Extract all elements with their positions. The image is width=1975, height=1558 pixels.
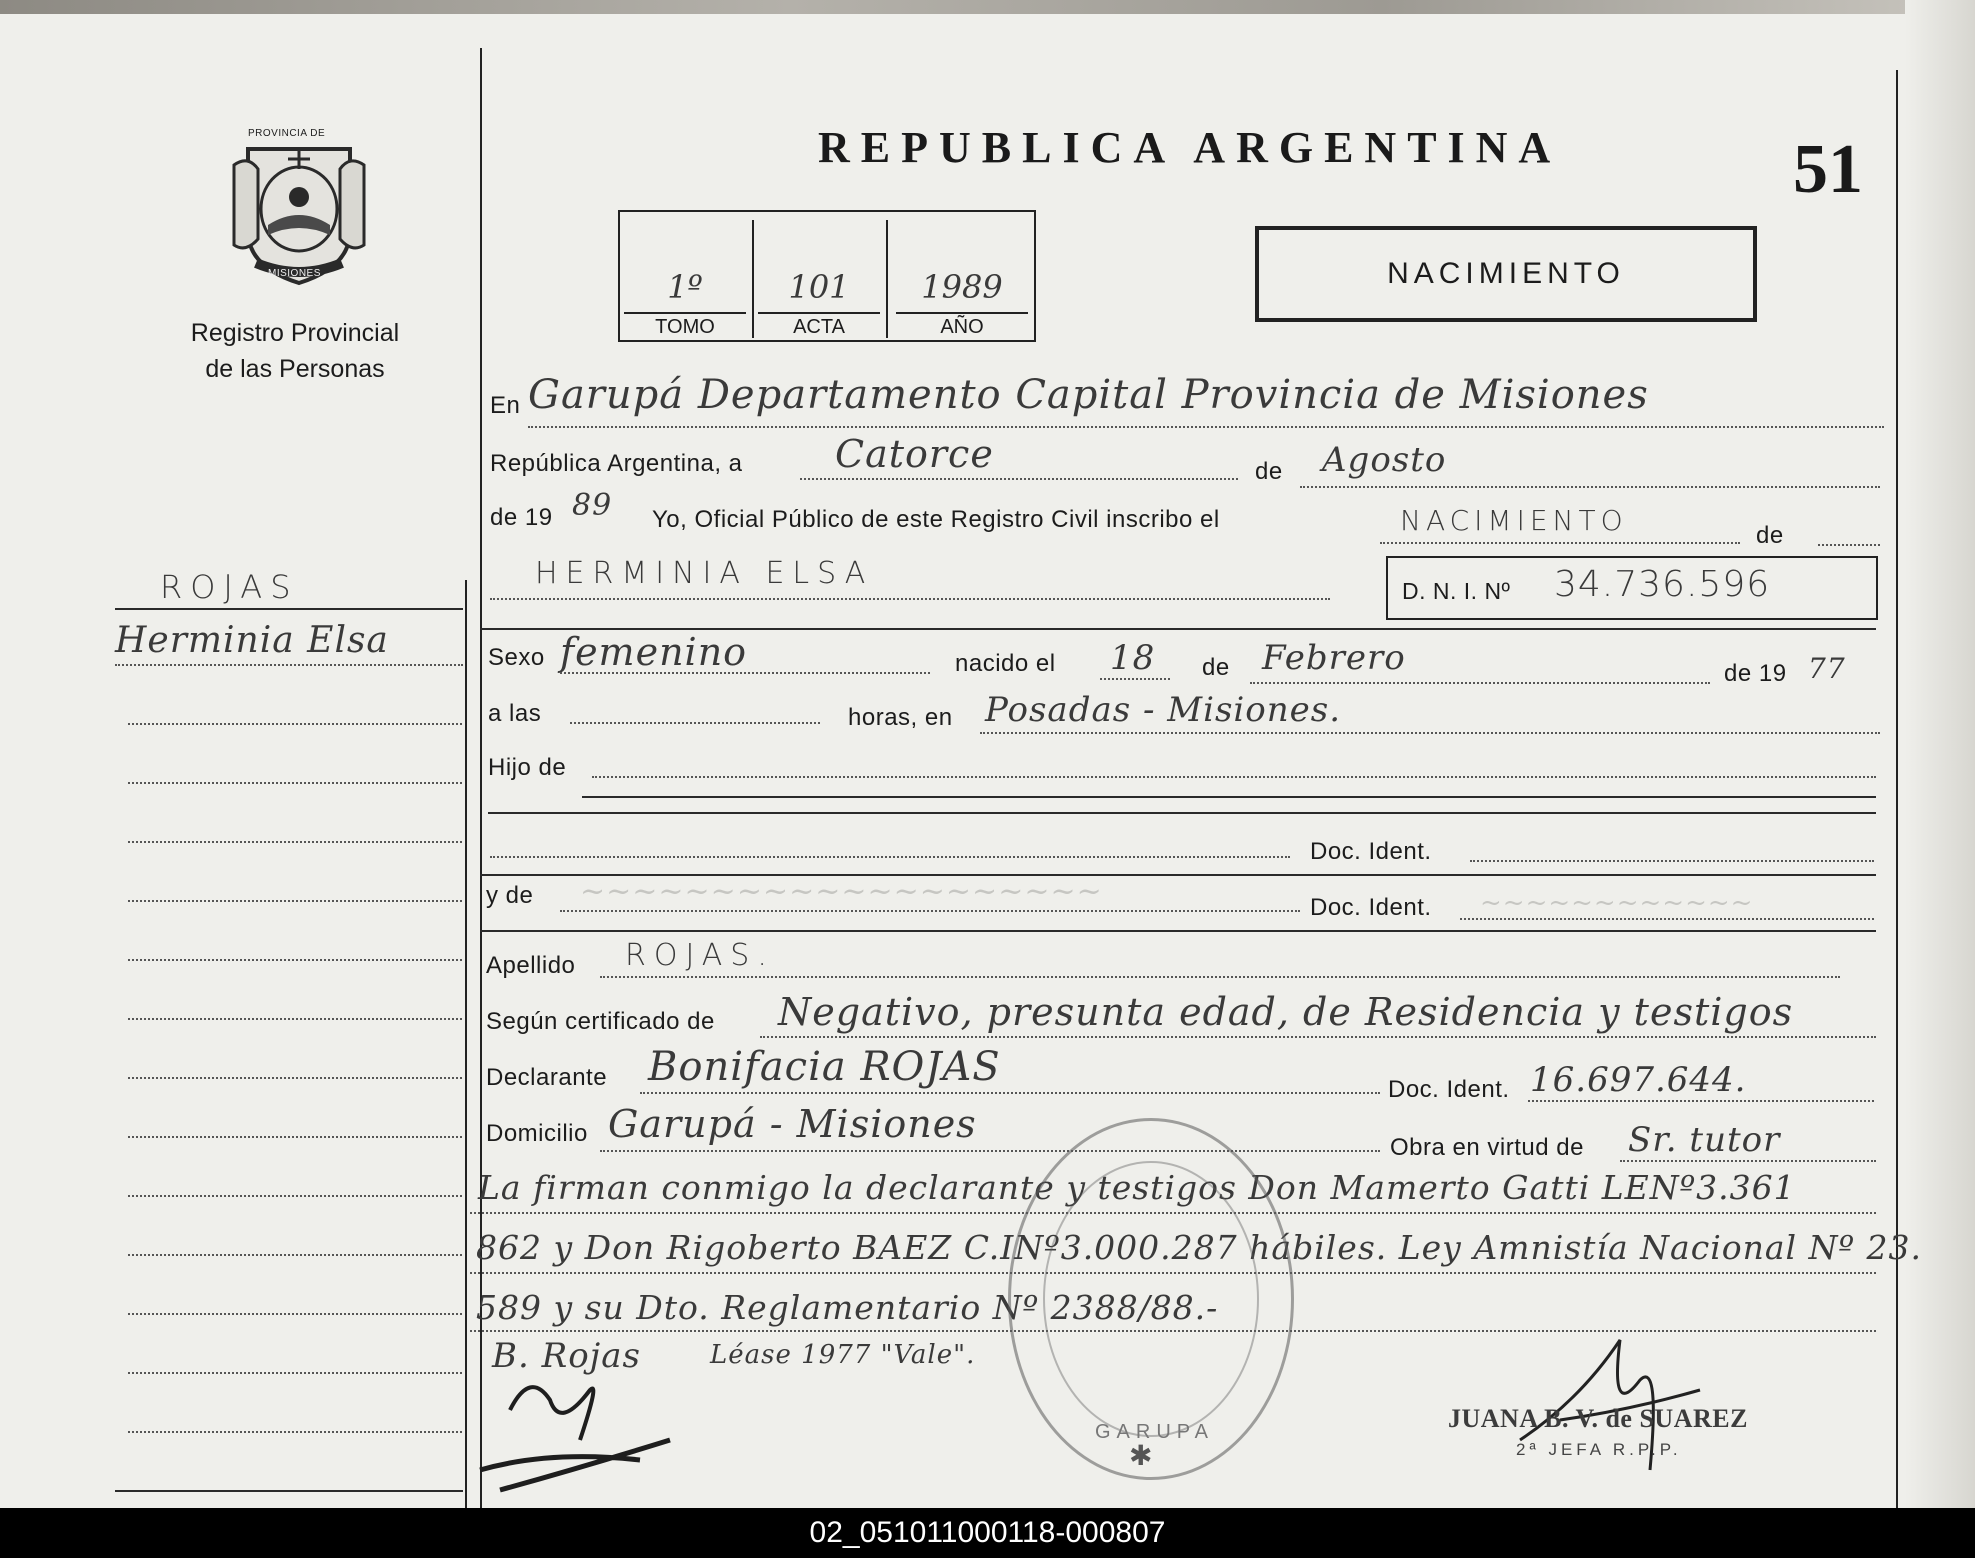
- dotted-line: [490, 856, 1290, 858]
- stamp-text: GARUPA: [1095, 1421, 1214, 1443]
- place-of-registration: Garupá Departamento Capital Provincia de Misiones: [528, 372, 1649, 418]
- acta-underline: [896, 312, 1028, 314]
- dotted-line: [600, 976, 1840, 978]
- dotted-line: [1528, 1100, 1874, 1102]
- margin-dotted-line: [128, 1195, 462, 1197]
- obra-value: Sr. tutor: [1628, 1120, 1781, 1160]
- seal-text-bottom: MISIONES: [268, 268, 321, 279]
- anio-value: 1989: [921, 268, 1003, 306]
- margin-dotted-line: [128, 841, 462, 843]
- declarante-label: Declarante: [486, 1064, 608, 1091]
- apellido-value: ROJAS.: [625, 938, 775, 973]
- document-id: 02_051011000118-000807: [809, 1516, 1166, 1549]
- right-border-line: [1896, 70, 1898, 1508]
- official-stamp: [1008, 1118, 1294, 1480]
- domicilio-value: Garupá - Misiones: [608, 1102, 977, 1146]
- dotted-line: [490, 598, 1330, 600]
- anio-cell: [892, 220, 1032, 338]
- acta-value: 101: [788, 268, 850, 306]
- redacted-mother-doc: ~~~~~~~~~~~~: [1480, 888, 1754, 918]
- margin-divider-line-inner: [465, 580, 467, 1508]
- margin-dotted-line: [128, 1136, 462, 1138]
- apellido-label: Apellido: [486, 952, 576, 979]
- margin-dotted-line: [128, 1077, 462, 1079]
- domicilio-label: Domicilio: [486, 1120, 588, 1147]
- margin-dotted-line: [128, 900, 462, 902]
- dotted-line: [1250, 682, 1710, 684]
- dotted-line: [1460, 918, 1874, 920]
- hours-blank: [570, 722, 820, 724]
- margin-dotted-line: [128, 1372, 462, 1374]
- hijo-label: Hijo de: [488, 754, 567, 781]
- notes-line-2: 862 y Don Rigoberto BAEZ C.INº3.000.287 hábiles. Ley Amnistía Nacional Nº 23.: [476, 1228, 1922, 1267]
- birth-year-value: 77: [1808, 652, 1846, 685]
- en-label: En: [490, 392, 521, 419]
- birth-month: Febrero: [1262, 638, 1406, 678]
- margin-surname: ROJAS: [160, 568, 299, 606]
- yo-label: Yo, Oficial Público de este Registro Civil inscribo el: [652, 506, 1220, 533]
- page-edge: [0, 0, 1975, 14]
- notes-line-3: 589 y su Dto. Reglamentario Nº 2388/88.-: [476, 1288, 1219, 1327]
- year-value: 89: [572, 488, 613, 523]
- dni-value: 34.736.596: [1554, 564, 1771, 605]
- declarant-signature-text: B. Rojas: [492, 1336, 641, 1376]
- notes-line-4: Léase 1977 "Vale".: [710, 1340, 976, 1370]
- doc-ident-label-1: Doc. Ident.: [1310, 838, 1432, 865]
- sexo-value: femenino: [560, 630, 748, 674]
- birth-de-label: de: [1202, 654, 1230, 681]
- dotted-line: [600, 1150, 1380, 1152]
- registry-line-1: Registro Provincial: [190, 319, 400, 347]
- dotted-line: [560, 672, 930, 674]
- a-las-label: a las: [488, 700, 542, 727]
- act-value: NACIMIENTO: [1400, 504, 1628, 537]
- birth-day: 18: [1110, 638, 1156, 678]
- month-value: Agosto: [1322, 440, 1447, 480]
- stamp-star-icon: ✱: [1129, 1440, 1153, 1471]
- page-number: 51: [1793, 131, 1863, 208]
- redacted-mother-name: ~~~~~~~~~~~~~~~~~~~~: [580, 874, 1103, 909]
- obra-label: Obra en virtud de: [1390, 1134, 1584, 1161]
- declarante-doc: 16.697.644.: [1530, 1060, 1747, 1100]
- segun-label: Según certificado de: [486, 1008, 715, 1035]
- de19-label: de 19: [490, 504, 553, 531]
- dni-box: [1386, 556, 1878, 620]
- dotted-line: [980, 732, 1880, 734]
- margin-line: [115, 608, 463, 610]
- birth-place: Posadas - Misiones.: [985, 690, 1342, 730]
- notes-line-1: La firman conmigo la declarante y testigos Don Mamerto Gatti LENº3.361: [478, 1168, 1796, 1207]
- margin-dotted-line: [128, 723, 462, 725]
- dotted-line: [592, 776, 1876, 778]
- de-end-label: de: [1756, 522, 1784, 549]
- republica-label: República Argentina, a: [490, 450, 743, 477]
- section-line: [480, 930, 1876, 932]
- registry-line-2: de las Personas: [205, 355, 385, 383]
- margin-dotted-line: [115, 664, 463, 666]
- acta-underline: [758, 312, 880, 314]
- y-de-label: y de: [486, 882, 534, 909]
- country-title: REPUBLICA ARGENTINA: [818, 123, 1562, 172]
- section-line: [582, 796, 1876, 798]
- margin-dotted-line: [128, 959, 462, 961]
- tomo-label: TOMO: [655, 316, 715, 338]
- stamp-inner-ring: [1043, 1161, 1259, 1437]
- birth-year-label: de 19: [1724, 660, 1787, 687]
- tomo-value: 1º: [667, 268, 703, 306]
- nacido-label: nacido el: [955, 650, 1056, 677]
- de-label: de: [1255, 458, 1283, 485]
- margin-bottom-line: [115, 1490, 463, 1492]
- section-line: [488, 812, 1876, 814]
- record-type-box: NACIMIENTO: [1255, 226, 1757, 322]
- declarante-value: Bonifacia ROJAS: [648, 1044, 1001, 1090]
- margin-dotted-line: [128, 1018, 462, 1020]
- margin-dotted-line: [128, 1254, 462, 1256]
- acta-label: ACTA: [793, 316, 845, 338]
- official-title: 2ª JEFA R.P.P.: [1516, 1440, 1682, 1459]
- page-shadow: [1905, 0, 1975, 1508]
- sexo-label: Sexo: [488, 644, 545, 671]
- registry-name: [160, 315, 430, 387]
- seal-text-top: PROVINCIA DE: [248, 128, 326, 139]
- dotted-line: [1818, 544, 1880, 546]
- day-value: Catorce: [835, 432, 994, 476]
- dotted-line: [640, 1092, 1380, 1094]
- dotted-line: [1380, 542, 1740, 544]
- dotted-line: [1620, 1160, 1876, 1162]
- declarant-signature-icon: [470, 1350, 730, 1500]
- tomo-cell: [620, 220, 750, 338]
- margin-given-names: Herminia Elsa: [115, 620, 389, 661]
- dotted-line: [760, 1036, 1876, 1038]
- province-seal-icon: [228, 135, 370, 287]
- dotted-line: [560, 910, 1300, 912]
- margin-dotted-line: [128, 1313, 462, 1315]
- segun-value: Negativo, presunta edad, de Residencia y testigos: [778, 990, 1794, 1034]
- acta-underline: [624, 312, 746, 314]
- official-name: JUANA B. V. de SUAREZ: [1448, 1404, 1748, 1433]
- margin-dotted-line: [128, 1431, 462, 1433]
- dni-label: D. N. I. Nº: [1402, 578, 1511, 604]
- dotted-line: [1100, 678, 1170, 680]
- doc-ident-label-2: Doc. Ident.: [1310, 894, 1432, 921]
- dotted-line: [1470, 860, 1874, 862]
- acta-box: [618, 210, 1036, 342]
- margin-dotted-line: [128, 782, 462, 784]
- dotted-line: [1300, 486, 1880, 488]
- doc-ident-label-3: Doc. Ident.: [1388, 1076, 1510, 1103]
- anio-label: AÑO: [940, 316, 984, 338]
- person-name: HERMINIA ELSA: [535, 556, 874, 591]
- acta-cell: [754, 220, 884, 338]
- dotted-line: [800, 478, 1238, 480]
- acta-divider: [886, 220, 888, 338]
- dotted-line: [528, 426, 1884, 428]
- horas-label: horas, en: [848, 704, 953, 731]
